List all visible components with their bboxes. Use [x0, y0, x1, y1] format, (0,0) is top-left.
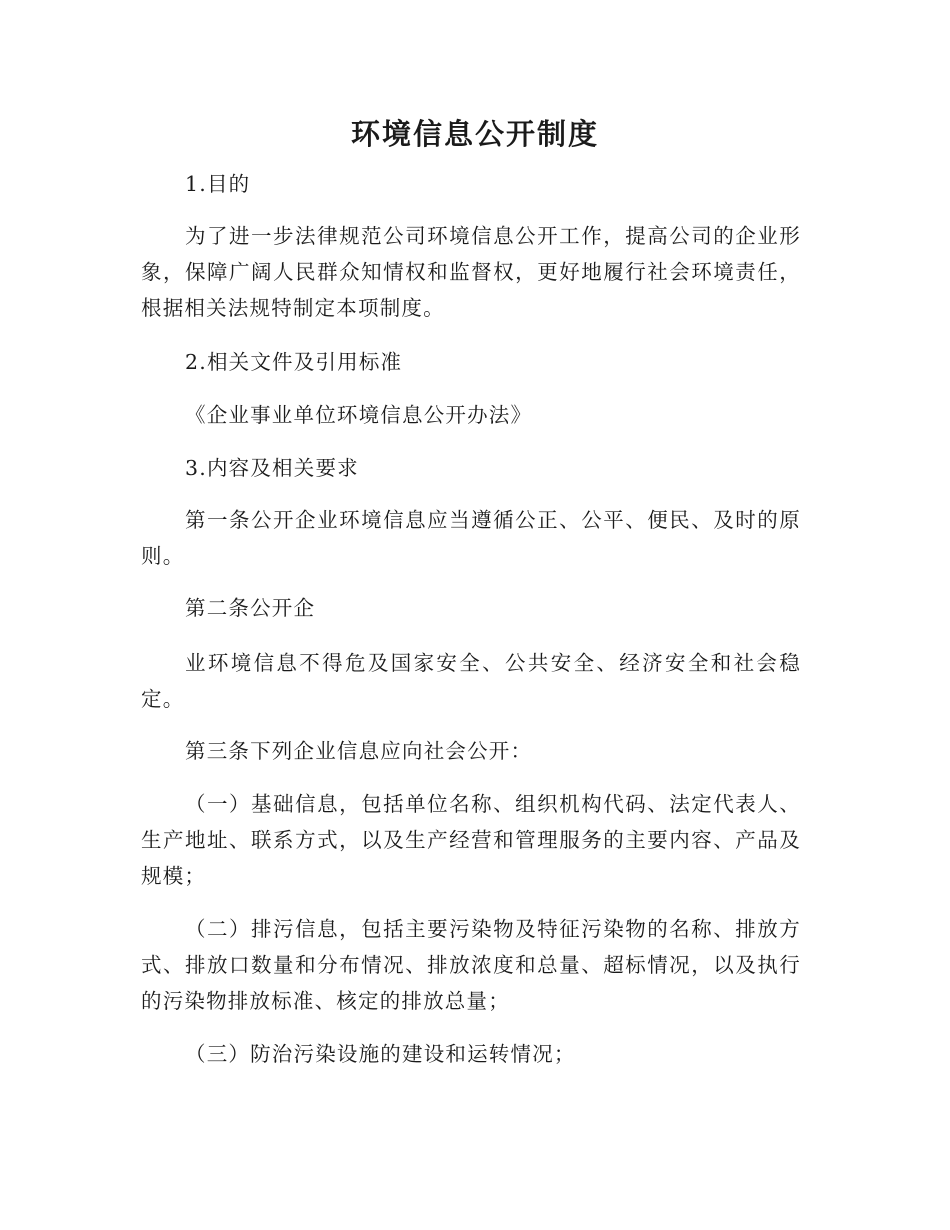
article-two-start: 第二条公开企: [185, 596, 316, 620]
purpose-paragraph: 为了进一步法律规范公司环境信息公开工作，提高公司的企业形象，保障广阔人民群众知情权和监督权，更好地履行社会环境责任，根据相关法规特制定本项制度。: [141, 224, 801, 320]
article-two-continued: 业环境信息不得危及国家安全、公共安全、经济安全和社会稳定。: [141, 651, 801, 711]
article-three: 第三条下列企业信息应向社会公开：: [185, 739, 533, 763]
article-one: 第一条公开企业环境信息应当遵循公正、公平、便民、及时的原则。: [141, 508, 801, 568]
item-emission-info: （二）排污信息，包括主要污染物及特征污染物的名称、排放方式、排放口数量和分布情况、排放浓度和总量、超标情况，以及执行的污染物排放标准、核定的排放总量；: [141, 917, 801, 1013]
document-title: 环境信息公开制度: [350, 117, 599, 151]
item-pollution-facilities: （三）防治污染设施的建设和运转情况；: [185, 1042, 576, 1066]
section-heading-purpose: 1.目的: [185, 172, 251, 196]
section-heading-content: 3.内容及相关要求: [185, 456, 359, 480]
item-basic-info: （一）基础信息，包括单位名称、组织机构代码、法定代表人、生产地址、联系方式，以及生产经营和管理服务的主要内容、产品及规模；: [141, 792, 801, 888]
section-heading-references: 2.相关文件及引用标准: [185, 350, 403, 374]
reference-document: 《企业事业单位环境信息公开办法》: [185, 403, 533, 427]
